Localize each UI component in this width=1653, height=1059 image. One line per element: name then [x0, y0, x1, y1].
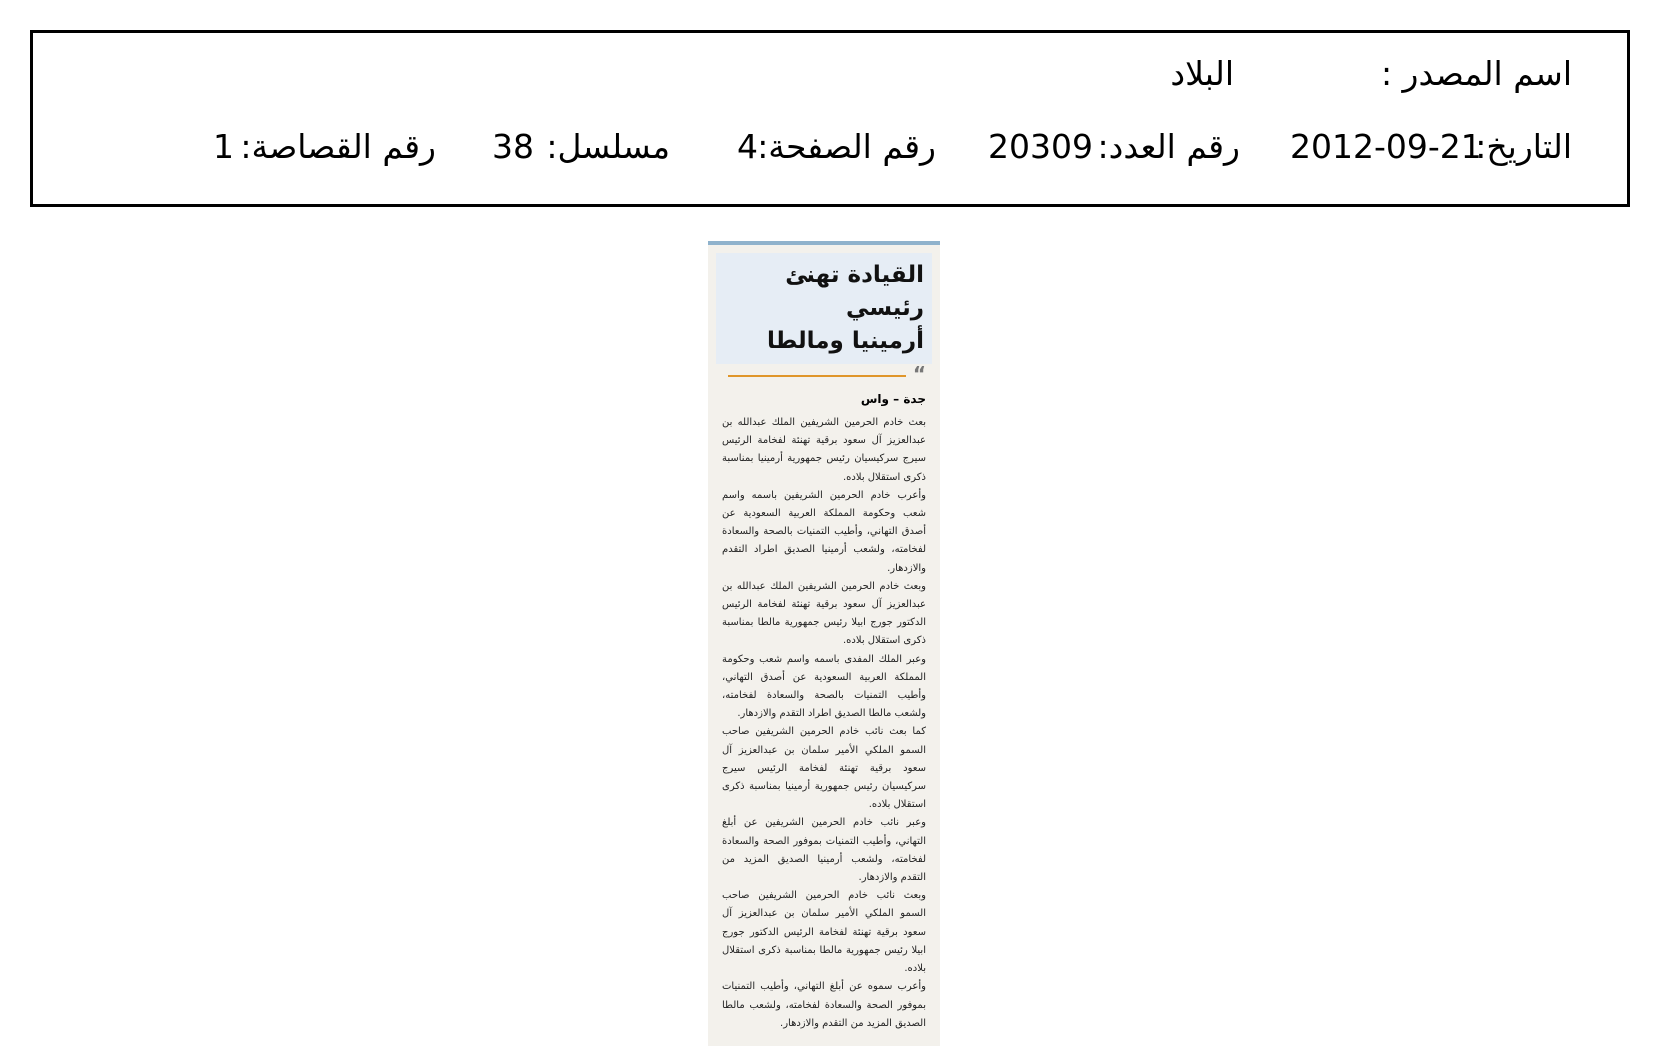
article-paragraph: وأعرب سموه عن أبلغ التهاني، وأطيب التمنيات بموفور الصحة والسعادة لفخامته، ولشعب مالطا الصديق المزيد من التقدم والازدهار.	[722, 981, 926, 1029]
quote-divider	[716, 364, 932, 386]
clip-value: 1	[213, 127, 234, 166]
article-paragraph: وعبر الملك المفدى باسمه واسم شعب وحكومة المملكة العربية السعودية عن أصدق التهاني، وأطيب التمنيات بالصحة والسعادة لفخامته، ولشعب مالطا الصديق اطراد التقدم والازدهار.	[722, 653, 926, 720]
page-value: 4	[737, 127, 758, 166]
quote-icon: “	[912, 362, 926, 386]
newspaper-clipping	[708, 241, 940, 1046]
article-paragraph: وأعرب خادم الحرمين الشريفين باسمه واسم شعب وحكومة المملكة العربية السعودية عن أصدق التهاني، وأطيب التمنيات بالصحة والسعادة لفخامته، ولشعب أرمينيا الصديق اطراد التقدم والازدهار.	[722, 489, 926, 574]
article-paragraph: وبعث نائب خادم الحرمين الشريفين صاحب السمو الملكي الأمير سلمان بن عبدالعزيز آل سعود برقية تهنئة لفخامة الرئيس الدكتور جورج ابيلا رئيس جمهورية مالطا بمناسبة ذكرى استقلال بلاده.	[722, 890, 926, 975]
issue-label: رقم العدد:	[1097, 127, 1240, 166]
article-paragraph: وبعث خادم الحرمين الشريفين الملك عبدالله بن عبدالعزيز آل سعود برقية تهنئة لفخامة الرئيس الدكتور جورج ابيلا رئيس جمهورية مالطا بمناسبة ذكرى استقلال بلاده.	[722, 580, 926, 647]
serial-label: مسلسل:	[546, 127, 670, 166]
serial-value: 38	[492, 127, 534, 166]
page-label: رقم الصفحة:	[757, 127, 936, 166]
divider-line	[728, 375, 906, 377]
issue-value: 20309	[988, 127, 1093, 166]
headline-box	[716, 253, 932, 364]
dateline: جدة – واس	[860, 392, 926, 406]
source-label: اسم المصدر :	[1380, 54, 1572, 93]
article-paragraph: بعث خادم الحرمين الشريفين الملك عبدالله بن عبدالعزيز آل سعود برقية تهنئة لفخامة الرئيس سيرج سركيسيان رئيس جمهورية أرمينيا بمناسبة ذكرى استقلال بلاده.	[722, 417, 926, 483]
article-body	[722, 414, 926, 1033]
clip-label: رقم القصاصة:	[240, 127, 436, 166]
date-value: 2012-09-21	[1290, 127, 1482, 166]
source-value: البلاد	[1170, 54, 1234, 93]
article-paragraph: وعبر نائب خادم الحرمين الشريفين عن أبلغ التهاني، وأطيب التمنيات بموفور الصحة والسعادة لفخامته، ولشعب أرمينيا الصديق المزيد من التقدم والازدهار.	[722, 817, 926, 884]
date-label: التاريخ:	[1475, 127, 1572, 166]
headline-line-2: أرمينيا ومالطا	[766, 328, 924, 354]
headline-line-1: القيادة تهنئ رئيسي	[785, 262, 924, 321]
article-paragraph: كما بعث نائب خادم الحرمين الشريفين صاحب السمو الملكي الأمير سلمان بن عبدالعزيز آل سعود برقية تهنئة لفخامة الرئيس سيرج سركيسيان رئيس جمهورية أرمينيا بمناسبة ذكرى استقلال بلاده.	[722, 726, 926, 811]
